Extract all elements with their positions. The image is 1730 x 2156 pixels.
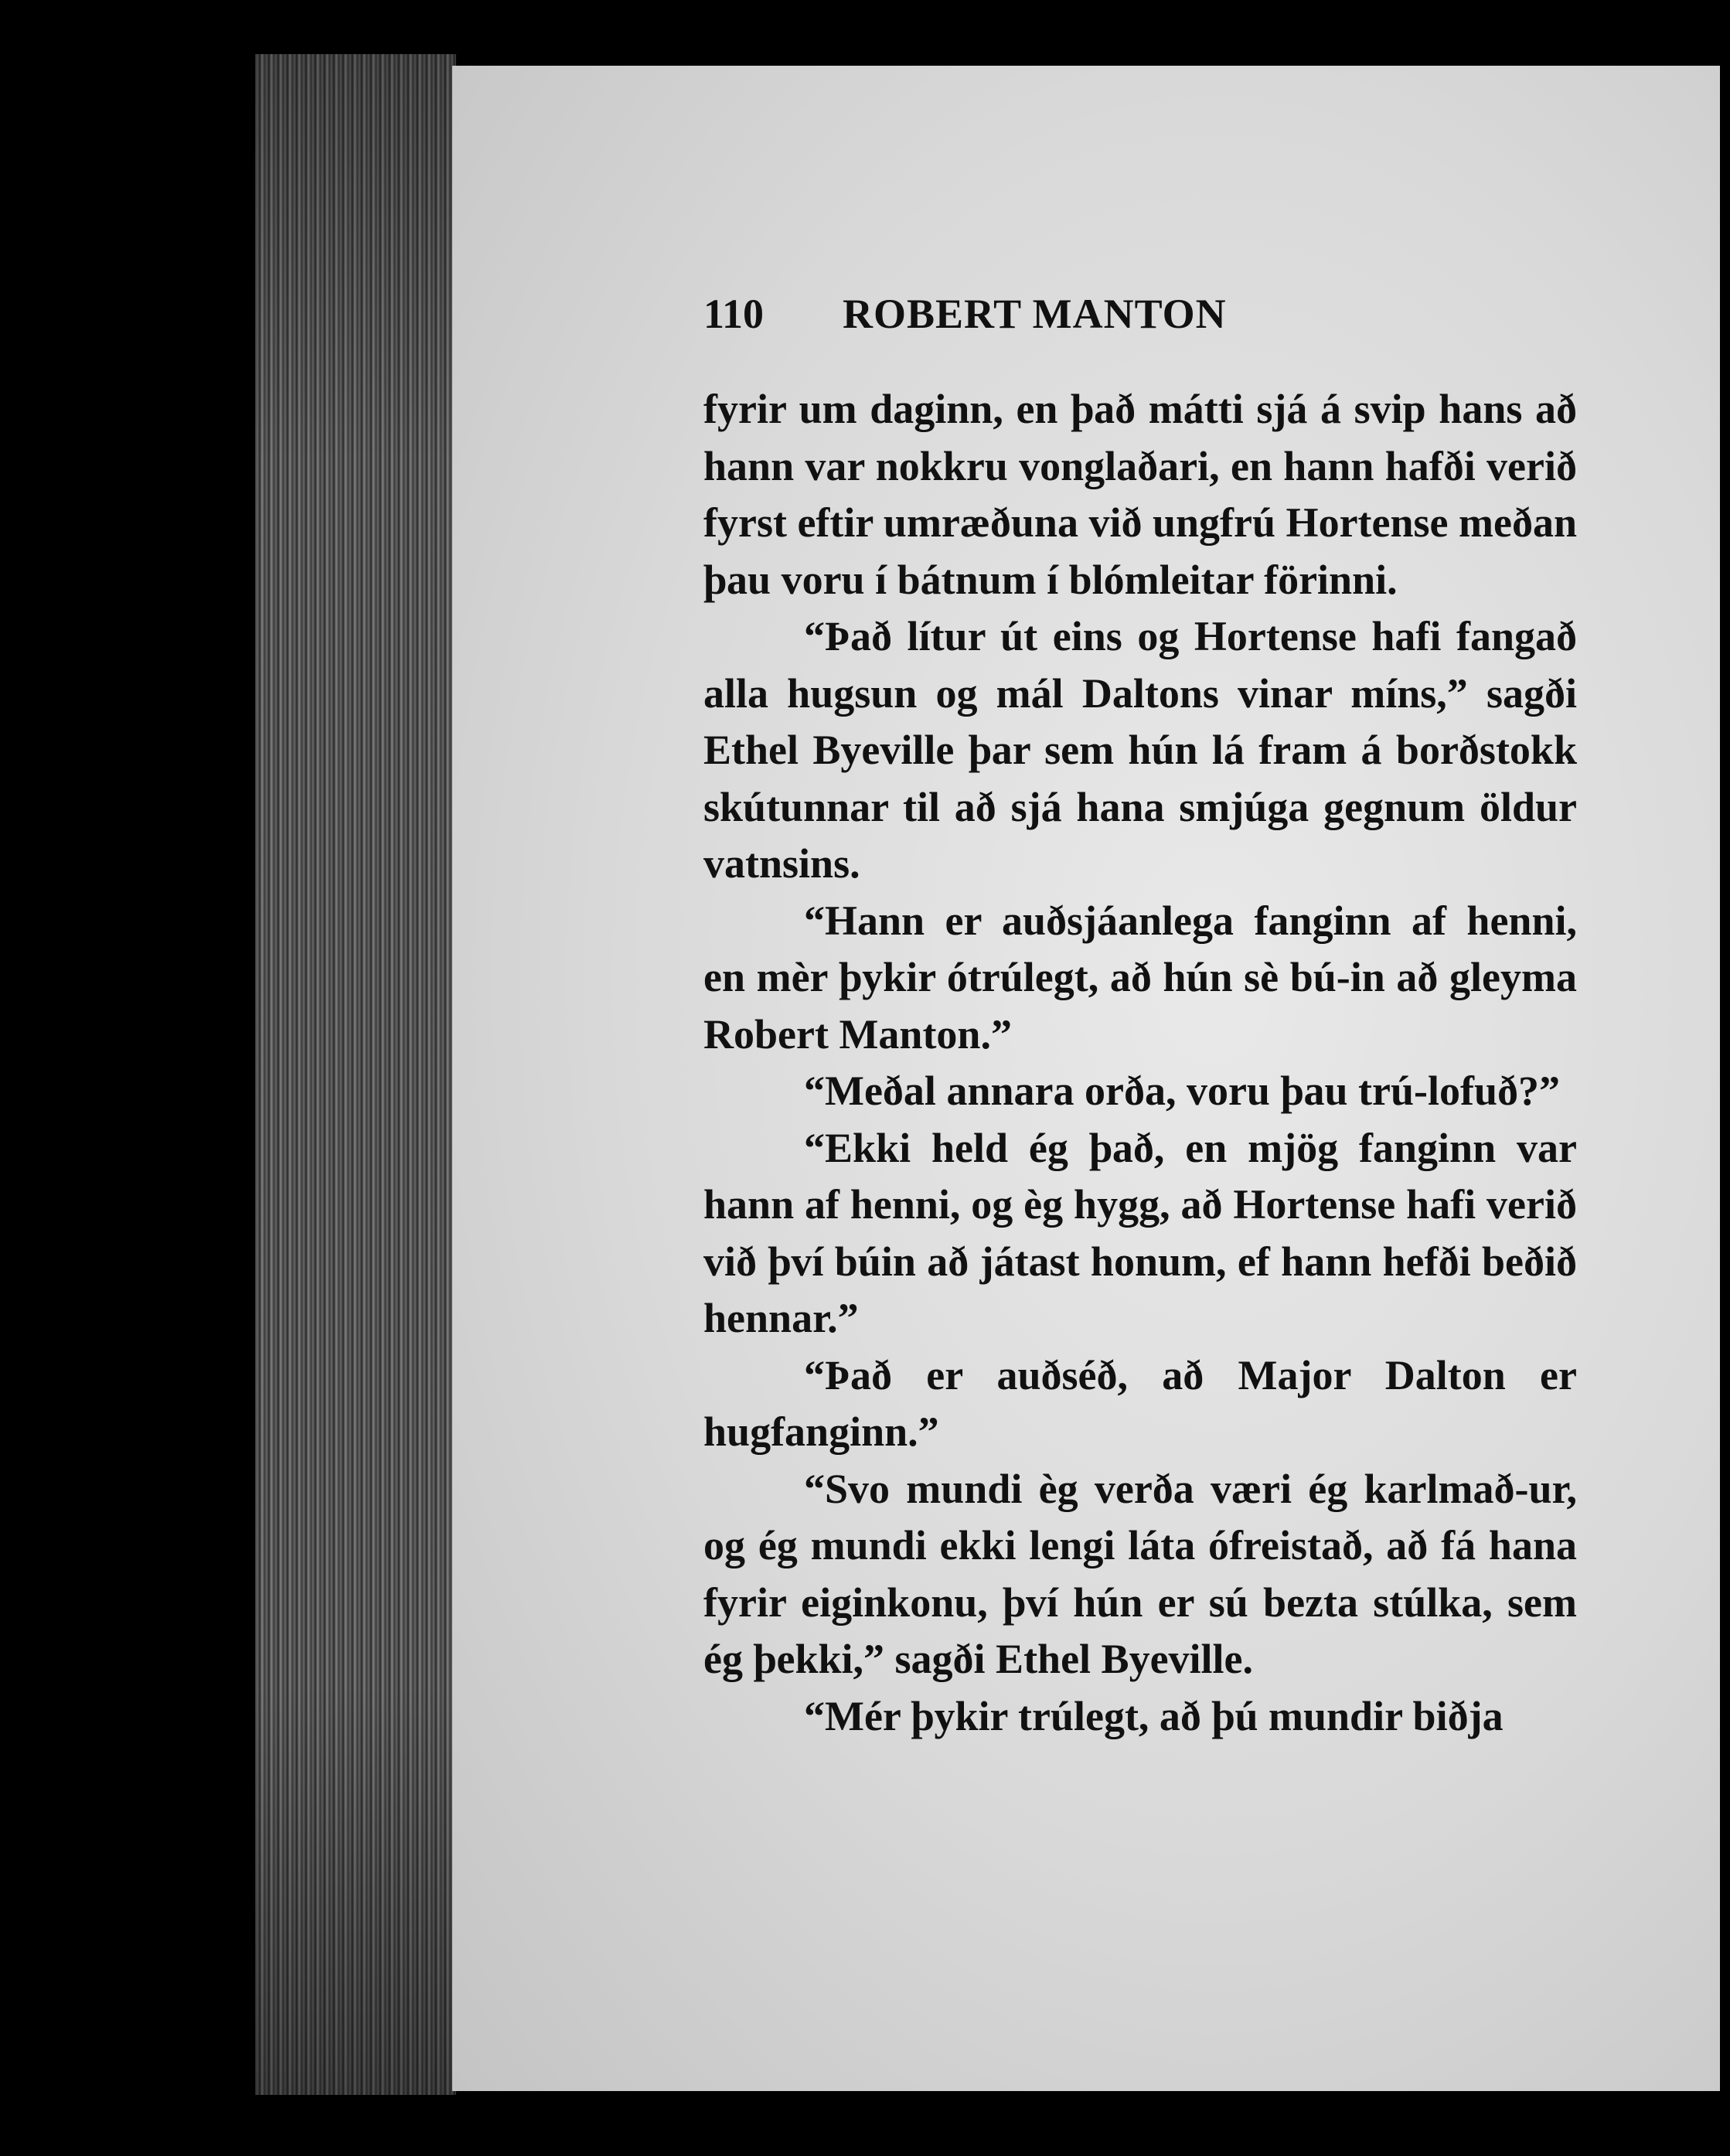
page-header <box>703 286 1577 342</box>
paragraph: “Það lítur út eins og Hortense hafi fangað alla hugsun og mál Daltons vinar míns,” sagði Ethel Byeville þar sem hún lá fram á borðstokk skútunnar til að sjá hana smjúga gegnum öldur vatnsins. <box>703 613 1577 887</box>
paragraph: fyrir um daginn, en það mátti sjá á svip hans að hann var nokkru vonglaðari, en hann hafði verið fyrst eftir umræðuna við ungfrú Hortense meðan þau voru í bátnum í blómleitar förinni. <box>703 386 1577 603</box>
paragraph: “Hann er auðsjáanlega fanginn af henni, en mèr þykir ótrúlegt, að hún sè bú-in að gleyma Robert Manton.” <box>703 897 1577 1058</box>
paragraph: “Það er auðséð, að Major Dalton er hugfanginn.” <box>703 1351 1577 1455</box>
spine-shadow <box>255 54 456 2095</box>
running-head: ROBERT MANTON <box>843 291 1227 337</box>
paragraph: “Mér þykir trúlegt, að þú mundir biðja <box>804 1692 1504 1739</box>
paragraph: “Ekki held ég það, en mjög fanginn var hann af henni, og èg hygg, að Hortense hafi verið við því búin að játast honum, ef hann hefði beðið hennar.” <box>703 1124 1577 1341</box>
paragraph: “Meðal annara orða, voru þau trú-lofuð?” <box>804 1068 1560 1114</box>
page-text <box>703 286 1577 1745</box>
page-number: 110 <box>703 291 765 337</box>
paragraph: “Svo mundi èg verða væri ég karlmað-ur, og ég mundi ekki lengi láta ófreistað, að fá hana fyrir eiginkonu, því hún er sú bezta stúlka, sem ég þekki,” sagði Ethel Byeville. <box>703 1465 1577 1682</box>
